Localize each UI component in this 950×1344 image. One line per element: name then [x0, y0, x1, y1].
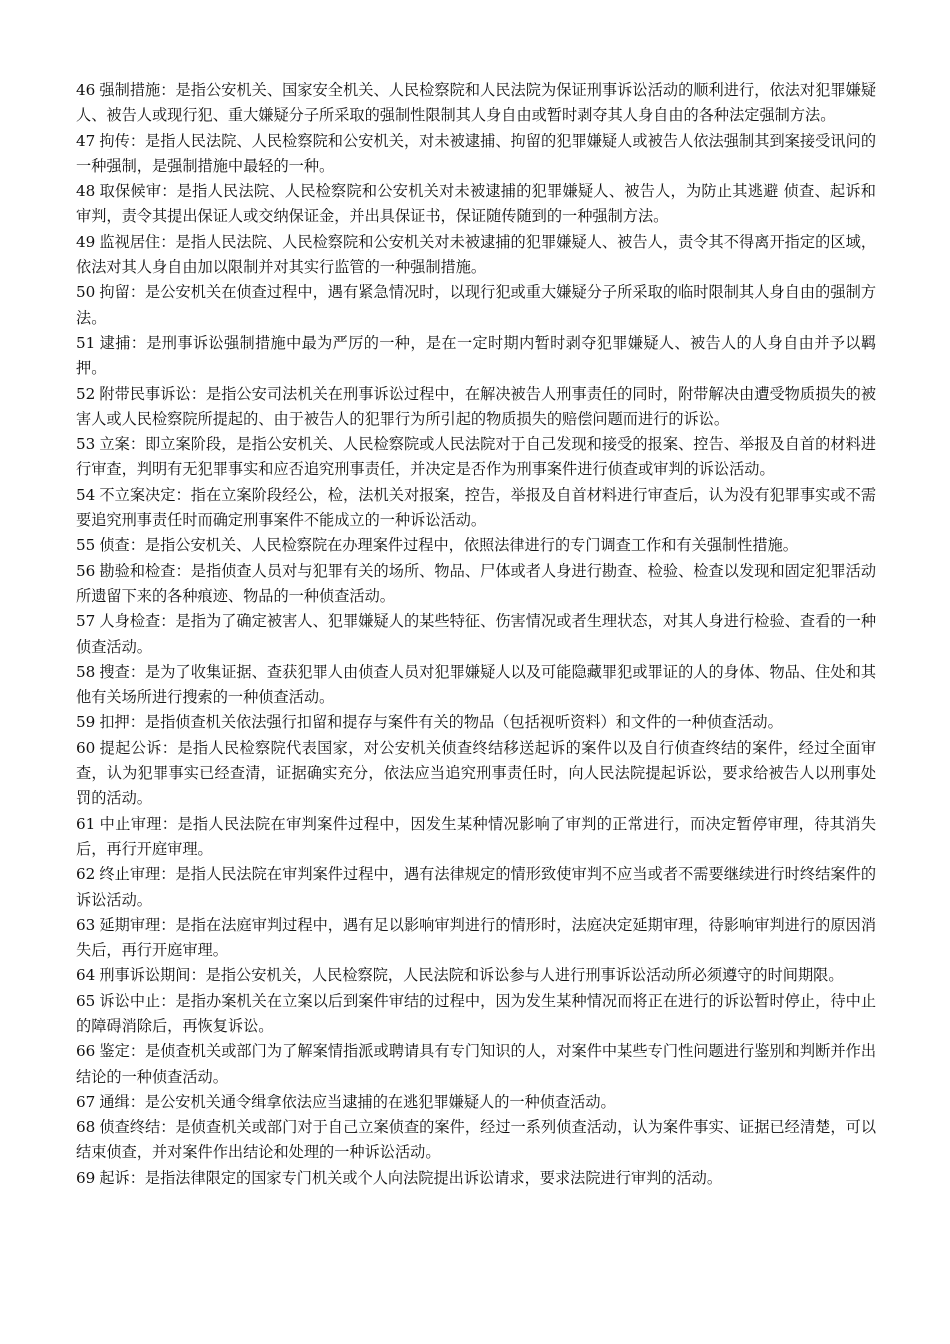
entry-text: 侦查终结：是侦查机关或部门对于自己立案侦查的案件，经过一系列侦查活动，认为案件事实、证据已经清楚，可以结束侦查，并对案件作出结论和处理的一种诉讼活动。 [76, 1118, 876, 1162]
entry-text: 拘传：是指人民法院、人民检察院和公安机关，对未被逮捕、拘留的犯罪嫌疑人或被告人依法强制其到案接受讯问的一种强制，是强制措施中最轻的一种。 [76, 131, 876, 175]
entry-number: 53 [76, 435, 96, 454]
entry-number: 66 [76, 1042, 96, 1061]
entry-65 [76, 989, 876, 1040]
entry-text: 附带民事诉讼：是指公安司法机关在刑事诉讼过程中，在解决被告人刑事责任的同时，附带解决由遭受物质损失的被害人或人民检察院所提起的、由于被告人的犯罪行为所引起的物质损失的赔偿问题而进行的诉讼。 [76, 384, 876, 428]
entry-number: 62 [76, 865, 96, 884]
entry-number: 50 [76, 283, 96, 302]
entry-text: 逮捕：是刑事诉讼强制措施中最为严厉的一种，是在一定时期内暂时剥夺犯罪嫌疑人、被告人的人身自由并予以羁押。 [76, 333, 876, 378]
entry-50 [76, 280, 876, 331]
entry-text: 诉讼中止：是指办案机关在立案以后到案件审结的过程中，因为发生某种情况而将正在进行的诉讼暂时停止，待中止的障碍消除后，再恢复诉讼。 [76, 991, 876, 1035]
entry-number: 52 [76, 384, 96, 403]
entry-number: 49 [76, 232, 96, 251]
entry-text: 勘验和检查：是指侦查人员对与犯罪有关的场所、物品、尸体或者人身进行勘查、检验、检查以发现和固定犯罪活动所遗留下来的各种痕迹、物品的一种侦查活动。 [76, 561, 876, 605]
entry-58 [76, 660, 876, 711]
entry-56 [76, 559, 876, 610]
entry-53 [76, 432, 876, 483]
entry-68 [76, 1115, 876, 1166]
entry-number: 61 [76, 814, 96, 833]
entry-text: 立案：即立案阶段，是指公安机关、人民检察院或人民法院对于自己发现和接受的报案、控告、举报及自首的材料进行审查，判明有无犯罪事实和应否追究刑事责任，并决定是否作为刑事案件进行侦查或审判的诉讼活动。 [76, 435, 876, 479]
entry-number: 46 [76, 81, 96, 99]
entry-text: 侦查：是指公安机关、人民检察院在办理案件过程中，依照法律进行的专门调查工作和有关强制性措施。 [99, 536, 798, 555]
entry-number: 63 [76, 915, 96, 934]
entry-number: 59 [76, 713, 96, 732]
entry-number: 55 [76, 536, 96, 555]
entry-62 [76, 862, 876, 913]
entry-54 [76, 483, 876, 534]
entry-69 [76, 1166, 876, 1191]
entry-number: 67 [76, 1092, 96, 1111]
entry-number: 64 [76, 966, 96, 985]
entry-57 [76, 609, 876, 660]
entry-text: 强制措施：是指公安机关、国家安全机关、人民检察院和人民法院为保证刑事诉讼活动的顺利进行，依法对犯罪嫌疑人、被告人或现行犯、重大嫌疑分子所采取的强制性限制其人身自由或暂时剥夺其人身自由的各种法定强制方法。 [76, 81, 876, 125]
entry-text: 不立案决定：指在立案阶段经公，检，法机关对报案，控告，举报及自首材料进行审查后，认为没有犯罪事实或不需要追究刑事责任时而确定刑事案件不能成立的一种诉讼活动。 [76, 485, 876, 530]
entry-61 [76, 812, 876, 863]
entry-text: 终止审理：是指人民法院在审判案件过程中，遇有法律规定的情形致使审判不应当或者不需要继续进行时终结案件的诉讼活动。 [76, 865, 876, 909]
entry-49 [76, 230, 876, 281]
entry-text: 中止审理：是指人民法院在审判案件过程中，因发生某种情况影响了审判的正常进行，而决定暂停审理，待其消失后，再行开庭审理。 [76, 814, 876, 858]
entry-text: 扣押：是指侦查机关依法强行扣留和提存与案件有关的物品（包括视听资料）和文件的一种侦查活动。 [99, 713, 783, 732]
entry-text: 监视居住：是指人民法院、人民检察院和公安机关对未被逮捕的犯罪嫌疑人、被告人，责令其不得离开指定的区域，依法对其人身自由加以限制并对其实行监管的一种强制措施。 [76, 232, 876, 277]
entry-text: 取保候审：是指人民法院、人民检察院和公安机关对未被逮捕的犯罪嫌疑人、被告人，为防止其逃避 侦查、起诉和审判，责令其提出保证人或交纳保证金，并出具保证书，保证随传随到的一种强制方法。 [76, 182, 876, 226]
entry-text: 刑事诉讼期间：是指公安机关，人民检察院，人民法院和诉讼参与人进行刑事诉讼活动所必须遵守的时间期限。 [99, 966, 844, 985]
entry-66 [76, 1039, 876, 1090]
entry-text: 拘留：是公安机关在侦查过程中，遇有紧急情况时，以现行犯或重大嫌疑分子所采取的临时限制其人身自由的强制方法。 [76, 283, 876, 327]
entry-text: 人身检查：是指为了确定被害人、犯罪嫌疑人的某些特征、伤害情况或者生理状态，对其人身进行检验、查看的一种侦查活动。 [76, 612, 876, 656]
entry-text: 起诉：是指法律限定的国家专门机关或个人向法院提出诉讼请求，要求法院进行审判的活动。 [99, 1168, 723, 1187]
entry-59 [76, 710, 876, 735]
document-page [76, 78, 876, 1191]
entry-text: 延期审理：是指在法庭审判过程中，遇有足以影响审判进行的情形时，法庭决定延期审理，待影响审判进行的原因消失后，再行开庭审理。 [76, 915, 876, 960]
entry-55 [76, 533, 876, 558]
entry-67 [76, 1090, 876, 1115]
entry-52 [76, 382, 876, 433]
entry-number: 51 [76, 333, 96, 352]
entry-60 [76, 736, 876, 812]
entry-number: 68 [76, 1118, 96, 1137]
entry-51 [76, 331, 876, 382]
entry-48 [76, 179, 876, 230]
entry-47 [76, 129, 876, 180]
entry-number: 58 [76, 662, 96, 681]
entry-number: 48 [76, 182, 96, 201]
entry-text: 提起公诉：是指人民检察院代表国家，对公安机关侦查终结移送起诉的案件以及自行侦查终结的案件，经过全面审查，认为犯罪事实已经查清，证据确实充分，依法应当追究刑事责任时，向人民法院提起诉讼，要求给被告人以刑事处罚的活动。 [76, 738, 876, 808]
entry-number: 54 [76, 485, 96, 504]
entry-text: 搜查：是为了收集证据、查获犯罪人由侦查人员对犯罪嫌疑人以及可能隐藏罪犯或罪证的人的身体、物品、住处和其他有关场所进行搜索的一种侦查活动。 [76, 662, 876, 707]
entry-text: 通缉：是公安机关通令缉拿依法应当逮捕的在逃犯罪嫌疑人的一种侦查活动。 [99, 1092, 616, 1111]
entry-63 [76, 913, 876, 964]
entry-number: 56 [76, 561, 96, 580]
entry-number: 60 [76, 738, 96, 757]
entry-46 [76, 78, 876, 129]
entry-number: 57 [76, 612, 96, 631]
entry-number: 47 [76, 131, 96, 150]
entry-text: 鉴定：是侦查机关或部门为了解案情指派或聘请具有专门知识的人，对案件中某些专门性问题进行鉴别和判断并作出结论的一种侦查活动。 [76, 1042, 876, 1086]
entry-64 [76, 963, 876, 988]
entry-number: 69 [76, 1168, 96, 1187]
entry-number: 65 [76, 991, 96, 1010]
